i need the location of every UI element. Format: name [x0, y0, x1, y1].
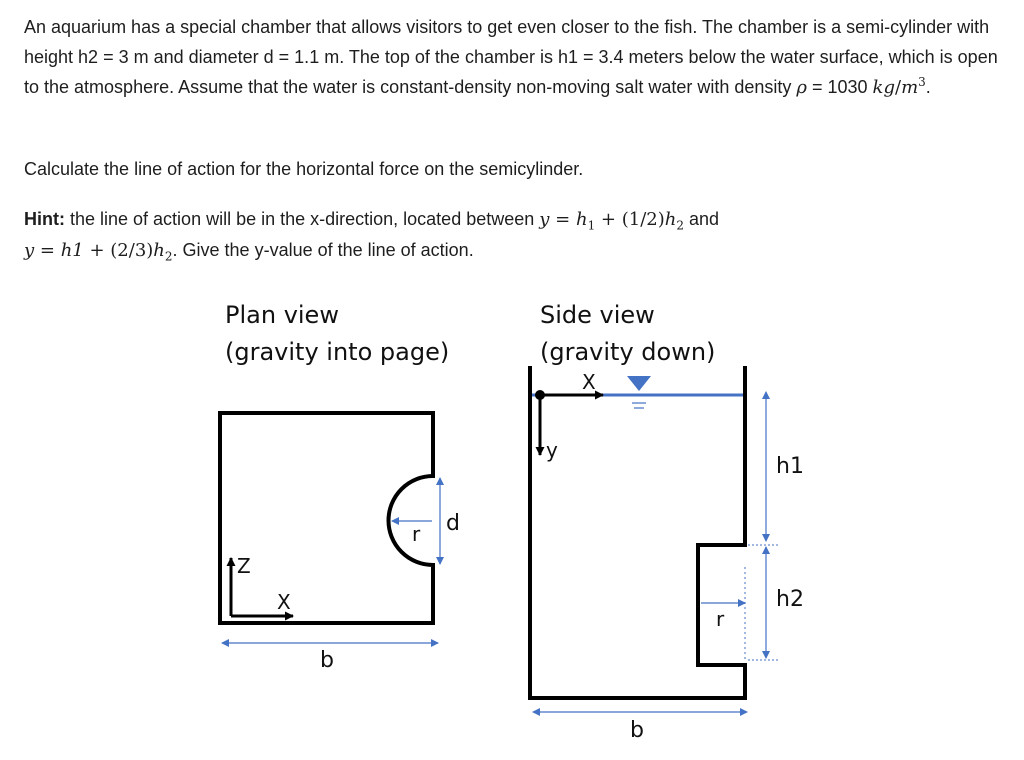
- x-label-side: X: [582, 370, 596, 394]
- hint-text: Hint: the line of action will be in the x-direction, located between $y = h_1 + (1/2)h_2$ and $y = h1 + (2/3)h_2$. Give the y-value of the line of action.: [24, 209, 720, 264]
- side-view-title: Side view: [540, 301, 655, 329]
- z-label: Z: [237, 554, 251, 578]
- y-label: y: [546, 438, 558, 462]
- b-label-plan: b: [320, 648, 334, 673]
- plan-view-title: Plan view: [225, 301, 339, 329]
- d-label: d: [446, 511, 460, 536]
- x-label-plan: X: [277, 590, 291, 614]
- question-text: Calculate the line of action for the horizontal force on the semicylinder.: [24, 159, 584, 179]
- rho-symbol: ρ: [796, 77, 807, 98]
- water-surface-symbol: [627, 376, 651, 391]
- side-view-subtitle: (gravity down): [540, 338, 716, 366]
- plan-view-subtitle: (gravity into page): [225, 338, 450, 366]
- side-outline: [530, 366, 745, 698]
- plan-outline: [220, 413, 433, 623]
- r-label-side: r: [716, 607, 725, 631]
- plan-view: [220, 301, 460, 673]
- h2-label: h2: [776, 587, 804, 612]
- side-view: [530, 301, 804, 743]
- hint-label: Hint:: [24, 209, 65, 229]
- h1-label: h1: [776, 454, 804, 479]
- b-label-side: b: [630, 718, 644, 743]
- problem-statement: An aquarium has a special chamber that allows visitors to get even closer to the fish. The chamber is a semi-cylinder with height h2 = 3 m and diameter d = 1.1 m. The top of the chamber is h1 = 3.4 meters below the water surface, which is open to the atmosphere. Assume that the water is constant-density non-moving salt water with density ρ = 1030 $kg/m^3$.: [24, 17, 998, 98]
- r-label-plan: r: [412, 522, 421, 546]
